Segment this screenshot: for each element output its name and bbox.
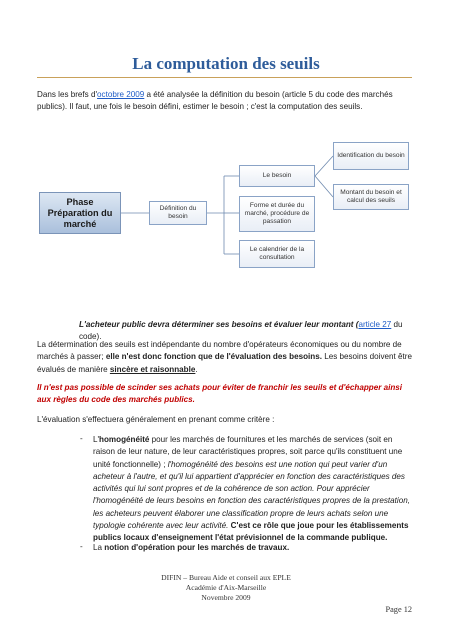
diagram-definition-box: Définition du besoin — [149, 201, 207, 225]
seuils-paragraph — [37, 339, 417, 376]
connector-montant — [315, 176, 333, 197]
intro-paragraph — [37, 89, 415, 114]
page-title: La computation des seuils — [132, 54, 320, 73]
item1-prefix: L' — [93, 435, 100, 444]
title-divider — [37, 77, 412, 78]
seuils-text-1: La détermination des seuils est indépendante du nombre d'opérateurs économiques ou du nombre de marchés à passer; — [37, 340, 402, 362]
item1-bold: homogénéité — [99, 435, 150, 444]
item1-text: pour les marchés de fournitures et les marchés de services (soit en raison de leur nature, de leur caractéristiques propres, soit parce qu'ils constituent une unité fonctionnelle) ; — [93, 435, 403, 469]
diagram-besoin-box: Le besoin — [239, 165, 315, 187]
item2-prefix: La — [93, 543, 105, 552]
intro-text-end: a été analysée la définition du besoin (article 5 du code des marchés publics). Il faut, une fois le besoin défini, estimer le besoin ; c'est la computation des seuils. — [37, 90, 393, 112]
footer-line-3: Novembre 2009 — [201, 592, 251, 602]
diagram-root-box: Phase Préparation du marché — [39, 192, 121, 234]
diagram-identification-box: Identification du besoin — [333, 142, 409, 170]
criteria-intro: L'évaluation s'effectuera généralement en prenant comme critère : — [37, 415, 275, 424]
connector-identification — [315, 156, 333, 176]
lead-text: L'acheteur public devra déterminer ses besoins et évaluer leur montant ( — [79, 320, 359, 329]
item2-bold: notion d'opération pour les marchés de travaux. — [104, 543, 290, 552]
page-number: Page 12 — [385, 605, 412, 614]
seuils-bold-2: sincère et raisonnable — [109, 364, 196, 374]
seuils-text-2: Les besoins doivent être évalués de manière — [37, 352, 412, 374]
seuils-bold-1: elle n'est donc fonction que de l'évaluation des besoins. — [105, 352, 322, 362]
intro-text-start: Dans les brefs d' — [37, 90, 98, 99]
warning-paragraph: Il n'est pas possible de scinder ses achats pour éviter de franchir les seuils et d'échapper ainsi aux règles du code des marchés publics. — [37, 383, 403, 405]
item1-italic: l'homogénéité des besoins est une notion qui peut varier d'un acheteur à l'autre, et qu'il lui appartient d'apprécier en fonction des caractéristiques des activités qui lui sont propres et de la cohérence de son action. Pour apprécier l'homogénéité de leurs besoins en fonction des caractéristiques propres de la prestation, les acheteurs peuvent élaborer une classification propre de leurs achats selon une typologie cohérente avec leur activité. — [93, 459, 410, 531]
bullet-dash-1: - — [80, 434, 83, 443]
diagram-montant-box: Montant du besoin et calcul des seuils — [333, 184, 409, 210]
process-diagram — [37, 140, 415, 275]
diagram-calendrier-box: Le calendrier de la consultation — [239, 240, 315, 268]
footer-line-2: Académie d'Aix-Marseille — [185, 582, 267, 592]
bullet-dash-2: - — [80, 542, 83, 551]
diagram-forme-box: Forme et durée du marché, procédure de passation — [239, 196, 315, 232]
footer-line-1: DIFIN – Bureau Aide et conseil aux EPLE — [161, 573, 291, 582]
criterion-operation — [93, 542, 415, 554]
page-footer — [0, 573, 452, 602]
item1-bold-end: C'est ce rôle que joue pour les établissements publics locaux d'enseignement l'état prévisionnel de la commande publique. — [93, 521, 409, 543]
octobre-2009-link[interactable]: octobre 2009 — [97, 90, 145, 99]
article-27-link[interactable]: article 27 — [358, 320, 392, 329]
seuils-end: . — [195, 364, 198, 374]
lead-suffix: du code). — [79, 320, 403, 341]
criterion-homogeneite — [93, 434, 415, 545]
